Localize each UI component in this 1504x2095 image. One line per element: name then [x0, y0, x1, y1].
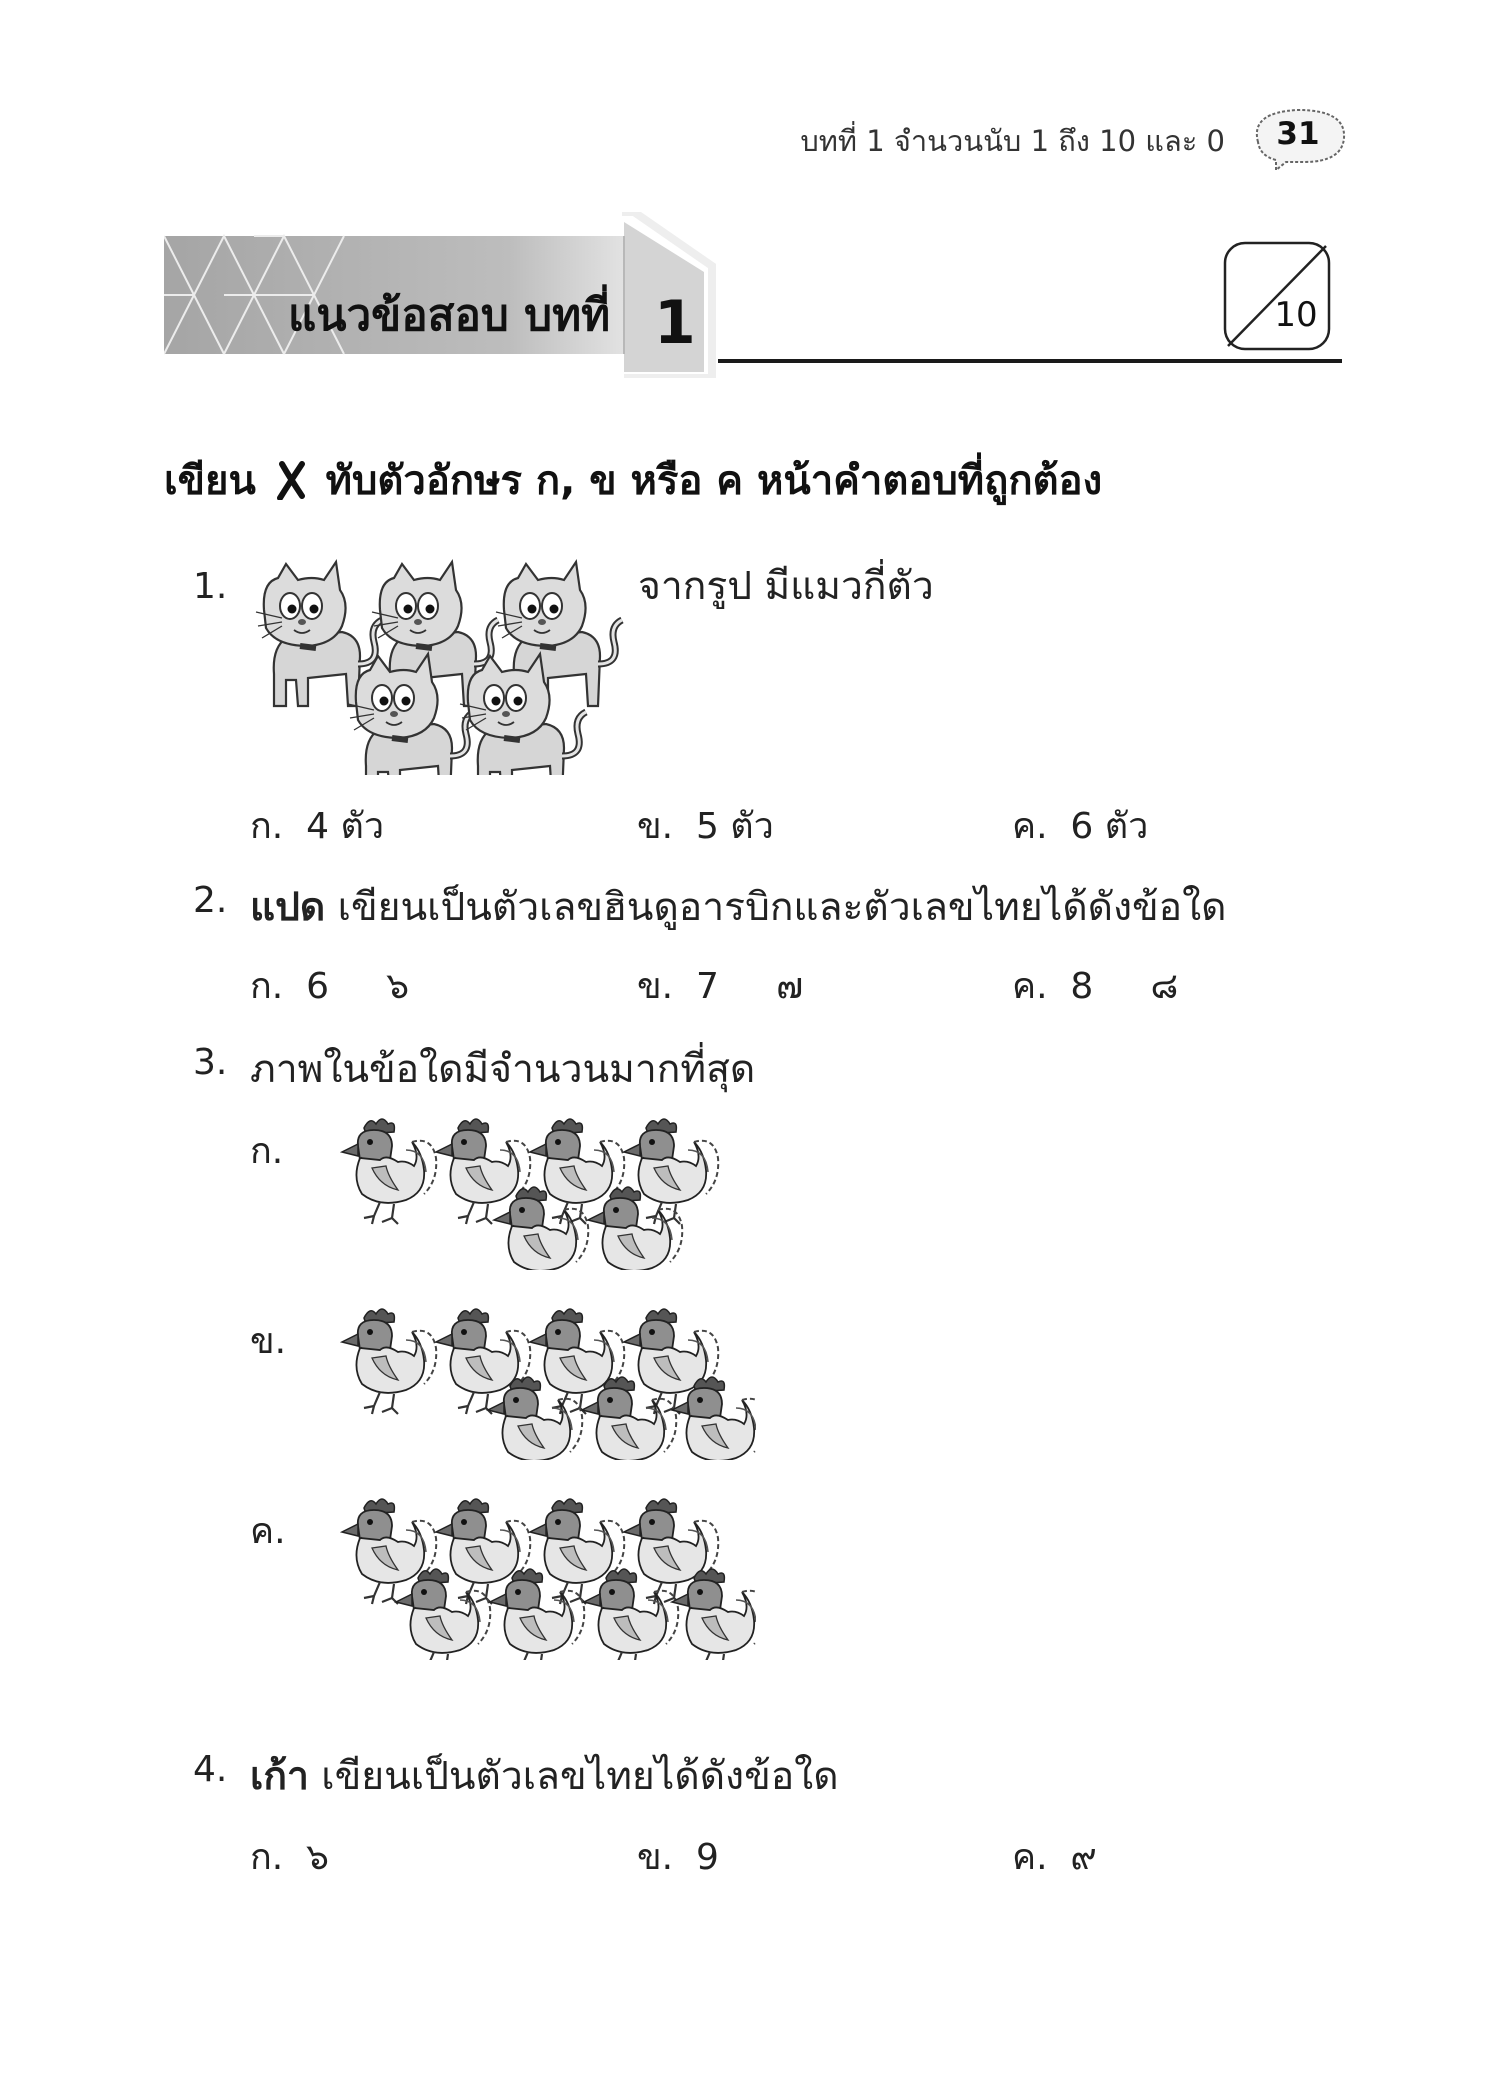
option-letter: ค. [1012, 1837, 1048, 1878]
question-3-text: ภาพในข้อใดมีจำนวนมากที่สุด [250, 1047, 756, 1092]
question-2-keyword: แปด [250, 885, 326, 930]
option-value: 7 ๗ [695, 966, 804, 1007]
option-letter: ก. [250, 1837, 284, 1878]
option-value: 5 ตัว [695, 806, 774, 847]
instruction [164, 448, 1102, 512]
question-4-number: 4. [193, 1749, 228, 1790]
rooster-icon [672, 1569, 756, 1660]
rooster-icon [342, 1309, 436, 1414]
instruction-lead: เขียน [164, 458, 256, 504]
q3-b-roosters [336, 1300, 756, 1460]
instruction-rest: ทับตัวอักษร ก, ข หรือ ค หน้าคำตอบที่ถูกต้อง [325, 458, 1103, 504]
option-letter: ก. [250, 806, 284, 847]
option-value: 6 ตัว [1070, 806, 1149, 847]
running-head: บทที่ 1 จำนวนนับ 1 ถึง 10 และ 0 [800, 124, 1225, 158]
test-title: แนวข้อสอบ บทที่ [288, 290, 611, 341]
option-value: ๖ [306, 1837, 329, 1878]
q3-a-roosters [336, 1110, 756, 1270]
option-letter: ก. [250, 966, 284, 1007]
q2-option-a[interactable] [250, 957, 409, 1014]
question-4-keyword: เก้า [250, 1754, 309, 1799]
question-3-number: 3. [193, 1042, 228, 1083]
q3-option-b[interactable]: ข. [250, 1321, 287, 1362]
option-value: 9 [695, 1837, 719, 1878]
option-letter: ข. [637, 806, 674, 847]
q4-option-b[interactable] [637, 1828, 719, 1885]
question-2-number: 2. [193, 880, 228, 921]
question-4-rest: เขียนเป็นตัวเลขไทยได้ดังข้อใด [321, 1754, 839, 1799]
q2-option-c[interactable] [1012, 957, 1178, 1014]
rooster-icon [342, 1119, 436, 1224]
q1-option-b[interactable] [637, 797, 774, 854]
option-value: ๙ [1070, 1837, 1097, 1878]
q4-option-c[interactable] [1012, 1828, 1097, 1885]
q3-c-roosters [336, 1490, 756, 1660]
cross-mark-icon [276, 460, 306, 500]
option-letter: ข. [637, 966, 674, 1007]
option-letter: ค. [1012, 966, 1048, 1007]
question-2-text [250, 876, 1226, 938]
score-total: 10 [1274, 295, 1318, 335]
option-letter: ข. [637, 1837, 674, 1878]
option-value: 6 ๖ [306, 966, 410, 1007]
chapter-number: 1 [654, 288, 696, 358]
q4-option-a[interactable] [250, 1828, 329, 1885]
q3-option-a[interactable]: ก. [250, 1131, 284, 1172]
option-value: 4 ตัว [306, 806, 385, 847]
title-underline [718, 359, 1342, 363]
question-2-rest: เขียนเป็นตัวเลขฮินดูอารบิกและตัวเลขไทยได้ดังข้อใด [337, 885, 1227, 930]
q2-option-b[interactable] [637, 957, 803, 1014]
q3-option-c[interactable]: ค. [250, 1511, 286, 1552]
question-1-number: 1. [193, 566, 228, 607]
option-letter: ค. [1012, 806, 1048, 847]
q1-option-c[interactable] [1012, 797, 1148, 854]
option-value: 8 ๘ [1070, 966, 1179, 1007]
question-1-cats [250, 550, 630, 775]
page-number: 31 [1276, 116, 1320, 152]
question-1-text: จากรูป มีแมวกี่ตัว [638, 564, 934, 609]
question-4-text [250, 1745, 839, 1807]
q1-option-a[interactable] [250, 797, 384, 854]
